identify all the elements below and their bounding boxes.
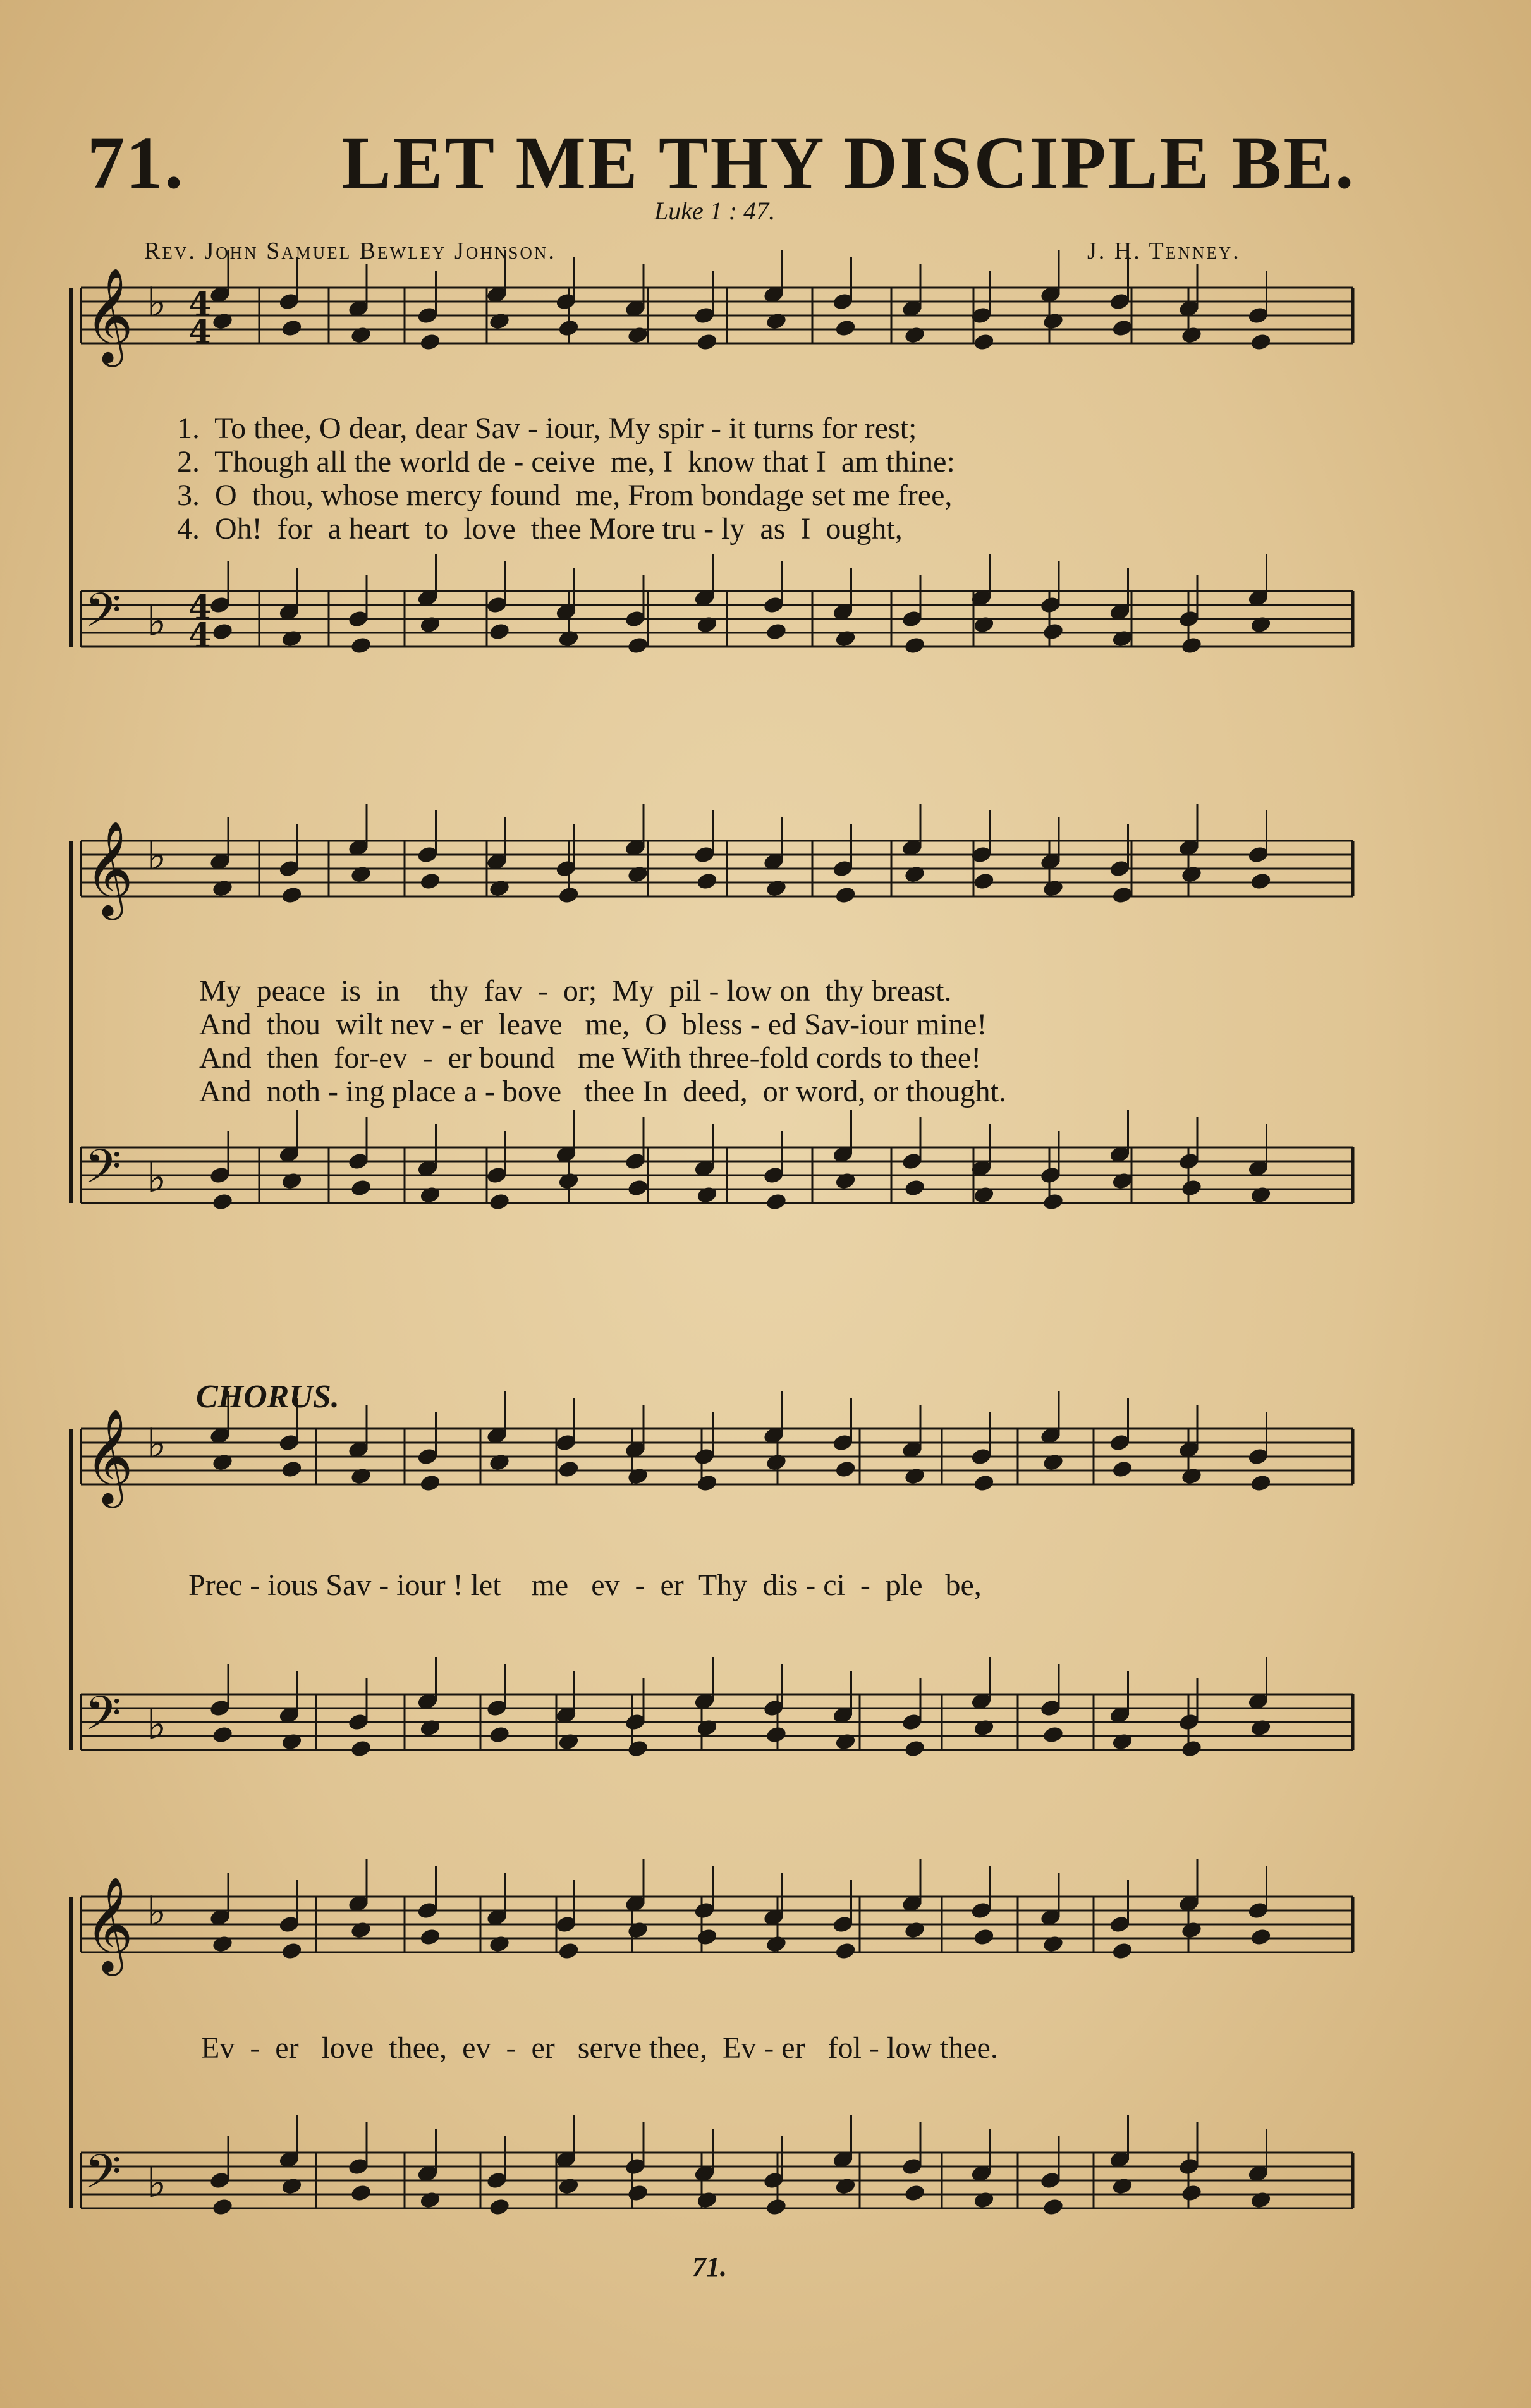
note-head [419,333,442,352]
note-head [834,886,857,905]
note-head [350,1739,372,1759]
bass-clef: 𝄢 [85,1139,121,1206]
note-head [903,1467,926,1486]
note-head [211,1192,234,1212]
verse-lyric-line: And thou wilt nev - er leave me, O bless - ed Sav-iour mine! [199,1008,987,1041]
note-head [419,1928,442,1947]
note-head [558,1460,580,1479]
note-head [350,636,372,656]
note-head [903,1921,926,1940]
note-head [419,2191,442,2210]
time-signature-bottom: 4 [188,616,212,655]
note-head [696,2191,719,2210]
bass-clef: 𝄢 [85,2144,121,2211]
note-head [765,1725,788,1745]
treble-clef: 𝄞 [85,267,133,363]
note-head [350,1921,372,1940]
note-head [1180,1467,1203,1486]
note-head [626,636,649,656]
note-head [1250,1474,1272,1493]
note-head [1180,636,1203,656]
note-head [281,1460,303,1479]
note-head [558,2177,580,2196]
key-signature-flat: ♭ [147,599,167,645]
note-head [1111,1460,1134,1479]
note-head [696,872,719,891]
note-head [558,629,580,649]
treble-clef: 𝄞 [85,820,133,916]
note-head [903,1178,926,1198]
verse-lyric-line: 2. Though all the world de - ceive me, I know that I am thine: [177,445,955,479]
note-head [1180,1921,1203,1940]
note-head [765,1453,788,1472]
note-head [350,1467,372,1486]
note-head [626,326,649,345]
hymn-title: LET ME THY DISCIPLE BE. [341,121,1356,204]
note-head [973,1928,996,1947]
chorus-lyric-line: Prec - ious Sav - iour ! let me ev - er Thy dis - ci - ple be, [188,1568,982,1602]
note-head [211,622,234,642]
note-head [350,2184,372,2203]
note-head [488,622,511,642]
note-head [696,1718,719,1738]
note-head [1250,1928,1272,1947]
note-head [488,1934,511,1954]
note-head [1250,615,1272,635]
note-head [281,319,303,338]
note-head [1111,1941,1134,1961]
note-head [281,1941,303,1961]
verse-lyric-line: 4. Oh! for a heart to love thee More tru - ly as I ought, [177,512,903,546]
note-head [626,1467,649,1486]
note-head [1180,1739,1203,1759]
note-head [419,1185,442,1205]
note-head [1042,2197,1064,2217]
note-head [419,1474,442,1493]
key-signature-flat: ♭ [147,833,167,879]
note-head [626,1921,649,1940]
note-head [1042,879,1064,898]
note-head [1250,2191,1272,2210]
note-head [973,1474,996,1493]
note-head [834,1171,857,1191]
note-head [1180,1178,1203,1198]
treble-clef: 𝄞 [85,1876,133,1972]
note-head [488,1725,511,1745]
note-head [696,1185,719,1205]
note-head [1111,2177,1134,2196]
note-head [903,326,926,345]
time-signature-bottom: 4 [188,313,212,351]
note-head [1111,629,1134,649]
note-head [1042,622,1064,642]
note-head [903,2184,926,2203]
key-signature-flat: ♭ [147,1155,167,1202]
note-head [973,333,996,352]
note-head [834,629,857,649]
note-head [488,1453,511,1472]
note-head [626,1739,649,1759]
key-signature-flat: ♭ [147,1702,167,1749]
note-head [1111,1732,1134,1752]
chorus-lyric-line: Ev - er love thee, ev - er serve thee, Ev - er fol - low thee. [201,2031,998,2065]
note-head [1250,333,1272,352]
note-head [1180,326,1203,345]
key-signature-flat: ♭ [147,279,167,326]
note-head [903,865,926,884]
note-head [558,1941,580,1961]
note-head [1180,865,1203,884]
time-signature-top: 4 [188,285,212,324]
note-head [834,2177,857,2196]
note-head [350,1178,372,1198]
hymn-number: 71. [87,121,185,204]
note-head [765,312,788,331]
note-head [1250,872,1272,891]
verse-lyric-line: My peace is in thy fav - or; My pil - low on thy breast. [199,974,952,1008]
note-head [558,319,580,338]
note-head [765,2197,788,2217]
note-head [834,1460,857,1479]
note-head [1111,319,1134,338]
note-head [626,865,649,884]
note-head [488,879,511,898]
note-head [419,615,442,635]
time-signature-top: 4 [188,589,212,627]
note-head [696,1928,719,1947]
treble-clef: 𝄞 [85,1408,133,1504]
note-head [696,615,719,635]
note-head [211,1725,234,1745]
note-head [973,1718,996,1738]
note-head [281,1732,303,1752]
note-head [281,1171,303,1191]
note-head [281,2177,303,2196]
note-head [558,1732,580,1752]
verse-lyric-line: 3. O thou, whose mercy found me, From bondage set me free, [177,479,953,512]
note-head [350,865,372,884]
note-head [488,312,511,331]
note-head [211,879,234,898]
note-head [1111,886,1134,905]
note-head [558,1171,580,1191]
note-head [1250,1718,1272,1738]
note-head [626,1178,649,1198]
note-head [765,879,788,898]
note-head [626,2184,649,2203]
key-signature-flat: ♭ [147,1421,167,1467]
note-head [350,326,372,345]
note-head [1111,1171,1134,1191]
bass-clef: 𝄢 [85,1686,121,1752]
chorus-label: CHORUS. [196,1379,339,1415]
note-head [419,872,442,891]
note-head [558,886,580,905]
bass-clef: 𝄢 [85,583,121,649]
verse-lyric-line: And noth - ing place a - bove thee In deed, or word, or thought. [199,1075,1006,1108]
key-signature-flat: ♭ [147,2160,167,2207]
key-signature-flat: ♭ [147,1888,167,1935]
composer-credit: J. H. Tenney. [1087,238,1241,264]
note-head [211,1453,234,1472]
note-head [696,1474,719,1493]
note-head [211,2197,234,2217]
note-head [211,312,234,331]
note-head [765,1934,788,1954]
note-head [903,1739,926,1759]
scripture-reference: Luke 1 : 47. [654,197,776,225]
note-head [1180,2184,1203,2203]
note-head [903,636,926,656]
page-number: 71. [692,2251,727,2282]
note-head [834,1941,857,1961]
note-head [281,886,303,905]
verse-lyric-line: 1. To thee, O dear, dear Sav - iour, My spir - it turns for rest; [177,412,917,445]
note-head [765,1192,788,1212]
verse-lyric-line: And then for-ev - er bound me With three-fold cords to thee! [199,1041,982,1075]
note-head [1042,1192,1064,1212]
note-head [281,629,303,649]
note-head [1042,312,1064,331]
note-head [973,1185,996,1205]
note-head [1042,1453,1064,1472]
note-head [1250,1185,1272,1205]
note-head [696,333,719,352]
note-head [973,615,996,635]
note-head [211,1934,234,1954]
note-head [488,1192,511,1212]
note-head [973,2191,996,2210]
note-head [419,1718,442,1738]
note-head [834,319,857,338]
note-head [488,2197,511,2217]
note-head [834,1732,857,1752]
note-head [973,872,996,891]
note-head [1042,1934,1064,1954]
note-head [765,622,788,642]
note-head [1042,1725,1064,1745]
author-credit: Rev. John Samuel Bewley Johnson. [144,238,556,264]
